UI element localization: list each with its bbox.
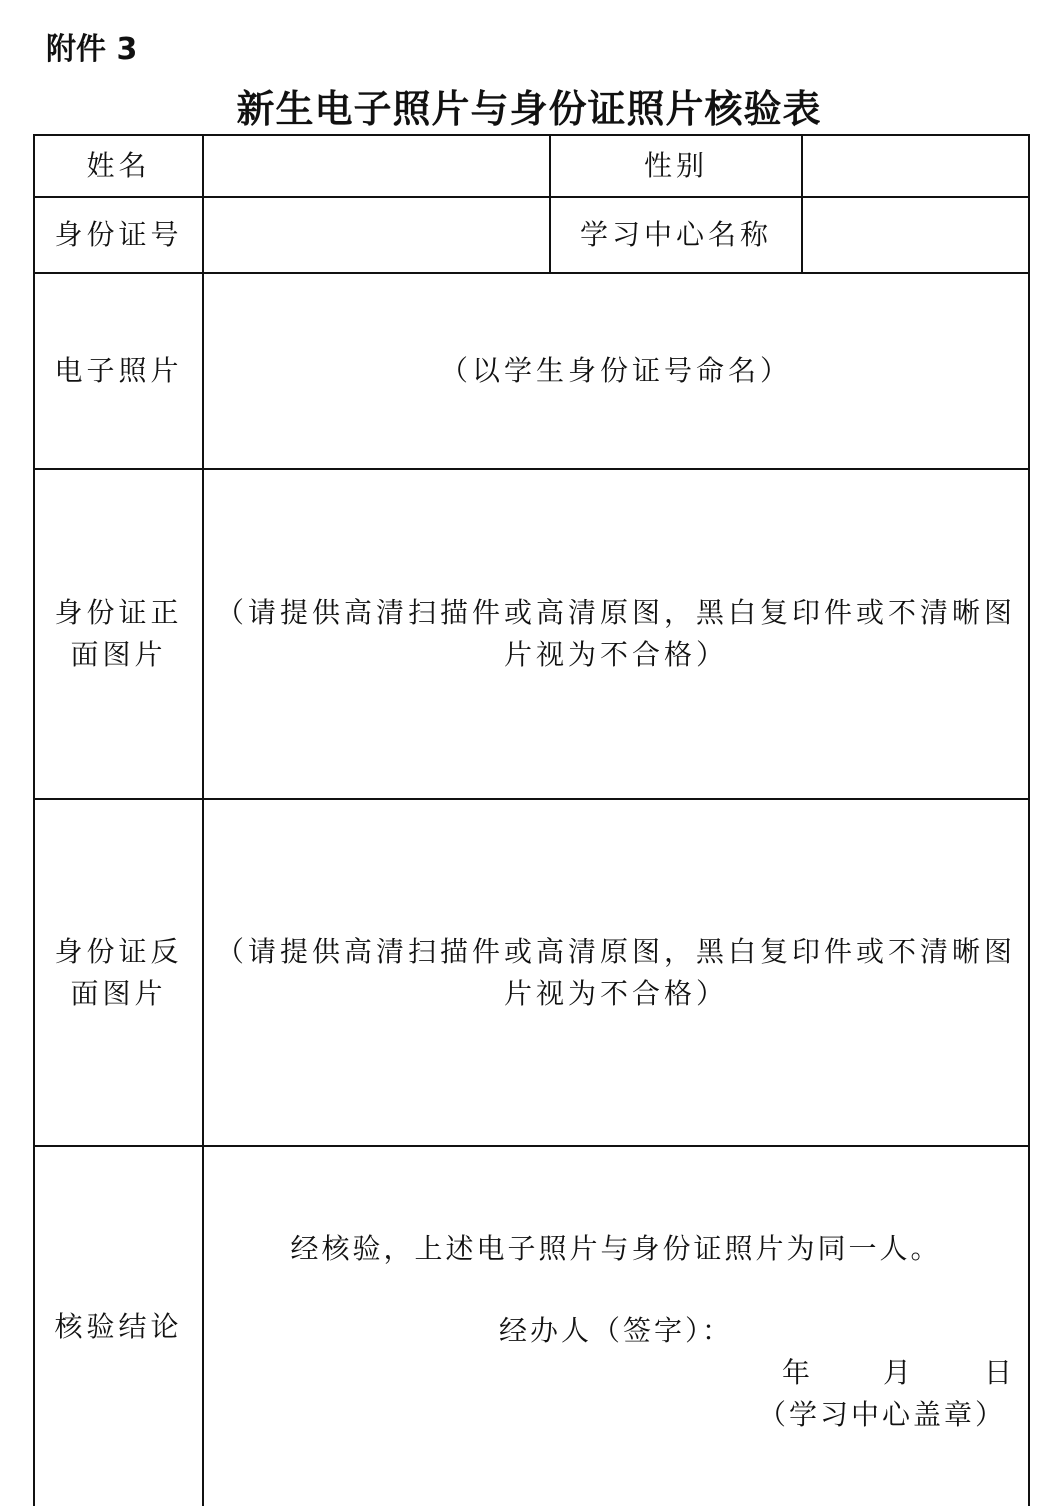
name-field[interactable] bbox=[203, 135, 550, 197]
verification-form-table bbox=[33, 134, 1030, 1506]
id-number-label: 身份证号 bbox=[34, 197, 203, 273]
id-front-hint: （请提供高清扫描件或高清原图，黑白复印件或不清晰图片视为不合格） bbox=[215, 596, 1016, 671]
photo-upload-area[interactable] bbox=[203, 273, 1029, 469]
attachment-label: 附件 3 bbox=[46, 32, 138, 67]
date-year-label: 年 bbox=[782, 1356, 811, 1389]
date-line bbox=[782, 1351, 1012, 1391]
id-back-hint: （请提供高清扫描件或高清原图，黑白复印件或不清晰图片视为不合格） bbox=[215, 934, 1016, 1010]
verdict-area bbox=[203, 1146, 1029, 1506]
id-number-field[interactable] bbox=[203, 197, 550, 273]
table-row bbox=[34, 799, 1029, 1146]
gender-field[interactable] bbox=[802, 135, 1029, 197]
study-center-label: 学习中心名称 bbox=[550, 197, 802, 273]
id-back-label: 身份证反面图片 bbox=[34, 799, 203, 1146]
name-label: 姓名 bbox=[34, 135, 203, 197]
table-row bbox=[34, 1146, 1029, 1506]
photo-label: 电子照片 bbox=[34, 273, 203, 469]
date-day-label: 日 bbox=[983, 1356, 1012, 1389]
handler-signature-label: 经办人（签字）： bbox=[498, 1314, 733, 1347]
date-month-label: 月 bbox=[882, 1356, 911, 1389]
gender-label: 性别 bbox=[550, 135, 802, 197]
verdict-text: 经核验，上述电子照片与身份证照片为同一人。 bbox=[290, 1232, 942, 1265]
id-back-upload-area[interactable] bbox=[203, 799, 1029, 1146]
id-front-upload-area[interactable] bbox=[203, 469, 1029, 799]
table-row bbox=[34, 135, 1029, 197]
id-front-label: 身份证正面图片 bbox=[34, 469, 203, 799]
table-row bbox=[34, 273, 1029, 469]
verdict-label: 核验结论 bbox=[34, 1146, 203, 1506]
study-center-field[interactable] bbox=[802, 197, 1029, 273]
photo-hint: （以学生身份证号命名） bbox=[439, 354, 792, 387]
form-title: 新生电子照片与身份证照片核验表 bbox=[236, 86, 822, 131]
table-row bbox=[34, 197, 1029, 273]
table-row bbox=[34, 469, 1029, 799]
seal-label: （学习中心盖章） bbox=[757, 1398, 1006, 1431]
